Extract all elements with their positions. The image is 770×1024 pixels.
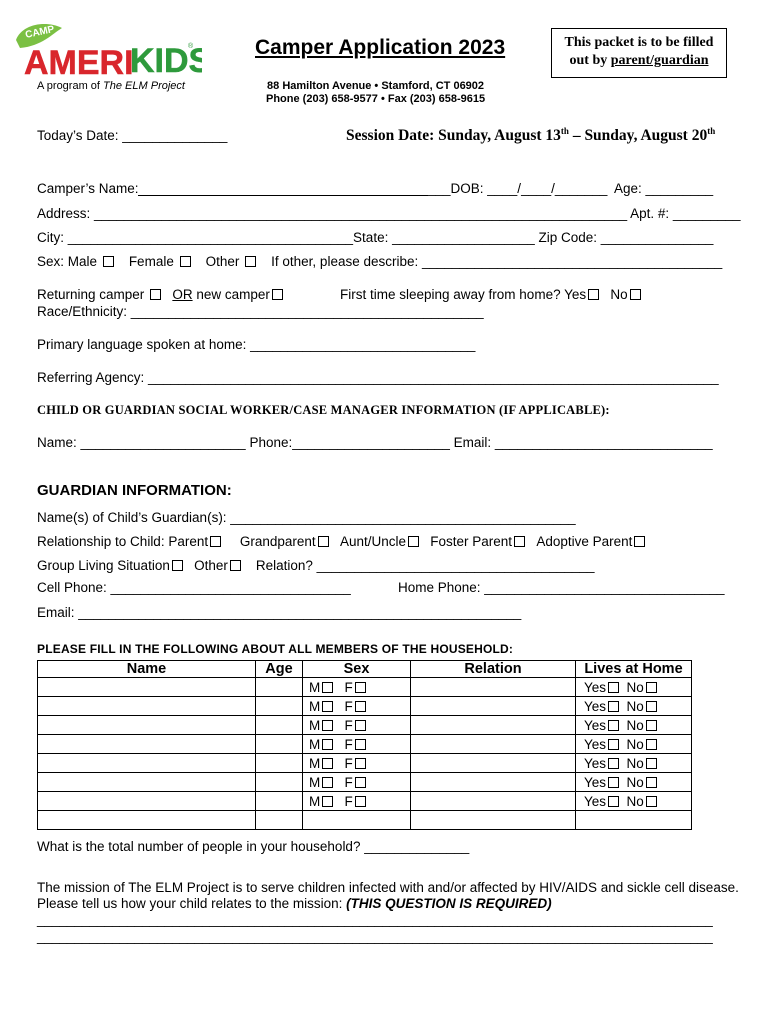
household-relation-cell[interactable] [411, 735, 576, 754]
home-phone-field[interactable]: Home Phone: ________________________________ [398, 580, 725, 595]
household-age-cell[interactable] [256, 697, 303, 716]
household-age-cell[interactable] [256, 678, 303, 697]
sex-f-checkbox[interactable] [355, 758, 366, 769]
sex-m-label: M [309, 755, 321, 771]
age-field[interactable]: Age: _________ [614, 181, 714, 196]
household-row [38, 792, 692, 811]
foster-parent-checkbox[interactable] [514, 536, 525, 547]
adoptive-parent-checkbox[interactable] [634, 536, 645, 547]
referring-agency-field[interactable]: Referring Agency: ____________________________________________________________________________ [37, 370, 719, 385]
sex-f-label: F [344, 717, 353, 733]
sex-m-label: M [309, 793, 321, 809]
lives-yes-checkbox[interactable] [608, 739, 619, 750]
lives-no-label: No [626, 717, 644, 733]
household-relation-cell[interactable] [411, 811, 576, 830]
household-lives-cell[interactable] [576, 735, 692, 754]
lives-no-checkbox[interactable] [646, 682, 657, 693]
household-name-cell[interactable] [38, 792, 256, 811]
returning-camper-checkbox[interactable] [150, 289, 161, 300]
group-living-label: Group Living Situation [37, 558, 170, 573]
sex-other-checkbox[interactable] [245, 256, 256, 267]
campers-name-label: Camper’s Name: [37, 181, 139, 196]
campers-name-field[interactable] [138, 195, 428, 196]
household-age-cell[interactable] [256, 735, 303, 754]
household-row [38, 678, 692, 697]
parent-checkbox[interactable] [210, 536, 221, 547]
adoptive-parent-label: Adoptive Parent [536, 534, 633, 549]
svg-text:®: ® [188, 43, 194, 50]
relationship-label: Relationship to Child: Parent [37, 534, 209, 549]
group-living-row [37, 558, 594, 573]
lives-no-label: No [626, 755, 644, 771]
grandparent-checkbox[interactable] [318, 536, 329, 547]
first-time-yes-checkbox[interactable] [588, 289, 599, 300]
household-relation-cell[interactable] [411, 697, 576, 716]
mission-question: Please tell us how your child relates to the mission: [37, 896, 347, 911]
sex-row [37, 254, 722, 269]
sex-m-label: M [309, 736, 321, 752]
dob-field[interactable]: ___DOB: ____/____/_______ [428, 181, 608, 196]
primary-language-field[interactable]: Primary language spoken at home: ______________________________ [37, 337, 476, 352]
household-name-cell[interactable] [38, 811, 256, 830]
lives-no-checkbox[interactable] [646, 758, 657, 769]
lives-no-label: No [626, 793, 644, 809]
household-total-field[interactable]: What is the total number of people in your household? ______________ [37, 839, 470, 854]
guardian-heading: GUARDIAN INFORMATION: [37, 482, 232, 499]
household-name-cell[interactable] [38, 716, 256, 735]
household-name-cell[interactable] [38, 773, 256, 792]
household-sex-cell[interactable] [303, 678, 411, 697]
mission-answer-line2[interactable]: __________________________________________________________________________________________ [37, 929, 713, 944]
lives-no-checkbox[interactable] [646, 720, 657, 731]
household-table [37, 660, 692, 830]
household-relation-cell[interactable] [411, 754, 576, 773]
household-lives-cell[interactable] [576, 754, 692, 773]
lives-yes-label: Yes [584, 698, 607, 714]
session-prefix: Session Date: Sunday, August 13 [346, 127, 561, 145]
svg-text:AMERI: AMERI [24, 44, 134, 82]
lives-yes-checkbox[interactable] [608, 758, 619, 769]
household-row [38, 754, 692, 773]
lives-yes-checkbox[interactable] [608, 777, 619, 788]
household-name-cell[interactable] [38, 735, 256, 754]
sex-m-checkbox[interactable] [322, 739, 333, 750]
col-lives-header: Lives at Home [576, 661, 692, 678]
household-row [38, 716, 692, 735]
household-row [38, 697, 692, 716]
sex-f-checkbox[interactable] [355, 739, 366, 750]
sex-other-label: Other [205, 254, 240, 269]
program-prefix: A program of [37, 80, 104, 92]
household-row [38, 773, 692, 792]
first-time-no-label: No [610, 287, 628, 302]
address-line1: 88 Hamilton Avenue • Stamford, CT 06902 [267, 80, 485, 92]
household-header-row [38, 661, 692, 678]
household-name-cell[interactable] [38, 678, 256, 697]
address-line2: Phone (203) 658-9577 • Fax (203) 658-9615 [266, 93, 486, 105]
first-time-no-checkbox[interactable] [630, 289, 641, 300]
parent-guardian-notice [551, 28, 727, 78]
household-lives-cell[interactable] [576, 716, 692, 735]
sex-f-checkbox[interactable] [355, 796, 366, 807]
household-relation-cell[interactable] [411, 773, 576, 792]
grandparent-label: Grandparent [239, 534, 316, 549]
aunt-uncle-label: Aunt/Uncle [339, 534, 406, 549]
household-heading: PLEASE FILL IN THE FOLLOWING ABOUT ALL MEMBERS OF THE HOUSEHOLD: [37, 642, 514, 656]
or-text: OR [172, 287, 193, 302]
household-sex-cell[interactable] [303, 697, 411, 716]
sex-f-label: F [344, 698, 353, 714]
notice-line2-prefix: out by [569, 53, 611, 68]
household-lives-cell[interactable] [576, 773, 692, 792]
race-ethnicity-field[interactable]: Race/Ethnicity: _______________________________________________ [37, 304, 484, 319]
lives-yes-checkbox[interactable] [608, 682, 619, 693]
address-field[interactable]: Address: _______________________________________________________________________ Apt. #: _________ [37, 206, 741, 221]
lives-yes-label: Yes [584, 774, 607, 790]
sex-f-checkbox[interactable] [355, 720, 366, 731]
sex-m-checkbox[interactable] [322, 701, 333, 712]
lives-yes-label: Yes [584, 736, 607, 752]
household-age-cell[interactable] [256, 754, 303, 773]
notice-line1: This packet is to be filled [564, 35, 714, 50]
returning-row [37, 287, 283, 302]
sex-male-checkbox[interactable] [103, 256, 114, 267]
lives-no-checkbox[interactable] [646, 777, 657, 788]
household-sex-cell[interactable] [303, 792, 411, 811]
lives-yes-checkbox[interactable] [608, 720, 619, 731]
mission-answer-line1[interactable]: __________________________________________________________________________________________ [37, 912, 713, 927]
sex-female-label: Female [128, 254, 174, 269]
col-sex-header: Sex [303, 661, 411, 678]
sex-m-checkbox[interactable] [322, 758, 333, 769]
sex-m-checkbox[interactable] [322, 682, 333, 693]
sex-m-label: M [309, 774, 321, 790]
household-age-cell[interactable] [256, 792, 303, 811]
session-th2: th [707, 126, 716, 136]
session-date [346, 126, 715, 145]
sex-m-label: M [309, 698, 321, 714]
sex-f-label: F [344, 736, 353, 752]
notice-line2-underlined: parent/guardian [610, 53, 709, 68]
sex-m-label: M [309, 717, 321, 733]
household-lives-cell[interactable] [576, 697, 692, 716]
camp-amerikids-logo [12, 18, 202, 82]
city-state-zip-field[interactable]: City: ______________________________________State: ___________________ Zip Code: _______________ [37, 230, 714, 245]
logo-camp-text: CAMP [24, 24, 56, 41]
sex-f-label: F [344, 774, 353, 790]
program-name: The ELM Project [103, 80, 185, 92]
household-name-cell[interactable] [38, 754, 256, 773]
lives-no-label: No [626, 736, 644, 752]
organization-address [266, 80, 485, 106]
relationship-row [37, 534, 645, 549]
col-relation-header: Relation [411, 661, 576, 678]
household-sex-cell[interactable] [303, 716, 411, 735]
col-age-header: Age [256, 661, 303, 678]
session-th1: th [560, 126, 569, 136]
household-lives-cell[interactable] [576, 811, 692, 830]
sex-m-checkbox[interactable] [322, 777, 333, 788]
mission-line1: The mission of The ELM Project is to serve children infected with and/or affected by HIV/AIDS and sickle cell disease. [37, 880, 739, 895]
household-age-cell[interactable] [256, 716, 303, 735]
sex-female-checkbox[interactable] [180, 256, 191, 267]
cell-phone-field[interactable]: Cell Phone: ________________________________ [37, 580, 351, 595]
session-mid: – Sunday, August 20 [568, 127, 708, 145]
household-sex-cell[interactable] [303, 735, 411, 754]
group-living-checkbox[interactable] [172, 560, 183, 571]
lives-no-checkbox[interactable] [646, 739, 657, 750]
lives-yes-label: Yes [584, 793, 607, 809]
aunt-uncle-checkbox[interactable] [408, 536, 419, 547]
household-row [38, 811, 692, 830]
sex-f-label: F [344, 755, 353, 771]
social-worker-fields[interactable]: Name: ______________________ Phone:_____________________ Email: _____________________________ [37, 435, 713, 450]
household-name-cell[interactable] [38, 697, 256, 716]
social-worker-heading: CHILD OR GUARDIAN SOCIAL WORKER/CASE MANAGER INFORMATION (IF APPLICABLE): [37, 403, 610, 417]
household-sex-cell[interactable] [303, 773, 411, 792]
lives-no-checkbox[interactable] [646, 701, 657, 712]
todays-date-field[interactable]: Today’s Date: ______________ [37, 128, 228, 143]
page-title: Camper Application 2023 [255, 36, 506, 59]
lives-no-checkbox[interactable] [646, 796, 657, 807]
household-relation-cell[interactable] [411, 716, 576, 735]
svg-text:KIDS: KIDS [130, 42, 202, 80]
lives-yes-checkbox[interactable] [608, 796, 619, 807]
sex-describe-field[interactable]: If other, please describe: ________________________________________ [271, 254, 723, 269]
household-sex-cell[interactable] [303, 811, 411, 830]
household-lives-cell[interactable] [576, 792, 692, 811]
sex-f-checkbox[interactable] [355, 701, 366, 712]
guardian-other-label: Other [194, 558, 228, 573]
mission-line2 [37, 896, 552, 911]
mission-required: (THIS QUESTION IS REQUIRED) [346, 896, 552, 911]
sex-m-label: M [309, 679, 321, 695]
sex-f-checkbox[interactable] [355, 682, 366, 693]
household-sex-cell[interactable] [303, 754, 411, 773]
sex-m-checkbox[interactable] [322, 720, 333, 731]
lives-yes-checkbox[interactable] [608, 701, 619, 712]
sex-f-checkbox[interactable] [355, 777, 366, 788]
household-relation-cell[interactable] [411, 792, 576, 811]
program-line [37, 80, 185, 92]
lives-yes-label: Yes [584, 755, 607, 771]
sex-male-label: Sex: Male [37, 254, 98, 269]
household-lives-cell[interactable] [576, 678, 692, 697]
household-age-cell[interactable] [256, 773, 303, 792]
lives-no-label: No [626, 698, 644, 714]
first-time-row [340, 287, 641, 302]
new-camper-label: new camper [192, 287, 270, 302]
col-name-header: Name [38, 661, 256, 678]
foster-parent-label: Foster Parent [430, 534, 513, 549]
first-time-label: First time sleeping away from home? Yes [340, 287, 587, 302]
lives-yes-label: Yes [584, 679, 607, 695]
guardian-names-field[interactable]: Name(s) of Child’s Guardian(s): ______________________________________________ [37, 510, 576, 525]
household-row [38, 735, 692, 754]
household-relation-cell[interactable] [411, 678, 576, 697]
household-age-cell[interactable] [256, 811, 303, 830]
sex-m-checkbox[interactable] [322, 796, 333, 807]
lives-no-label: No [626, 679, 644, 695]
returning-camper-label: Returning camper [37, 287, 145, 302]
lives-yes-label: Yes [584, 717, 607, 733]
lives-no-label: No [626, 774, 644, 790]
relation-field[interactable]: Relation? _____________________________________ [255, 558, 595, 573]
new-camper-checkbox[interactable] [272, 289, 283, 300]
guardian-email-field[interactable]: Email: ___________________________________________________________ [37, 605, 522, 620]
guardian-other-checkbox[interactable] [230, 560, 241, 571]
sex-f-label: F [344, 679, 353, 695]
sex-f-label: F [344, 793, 353, 809]
